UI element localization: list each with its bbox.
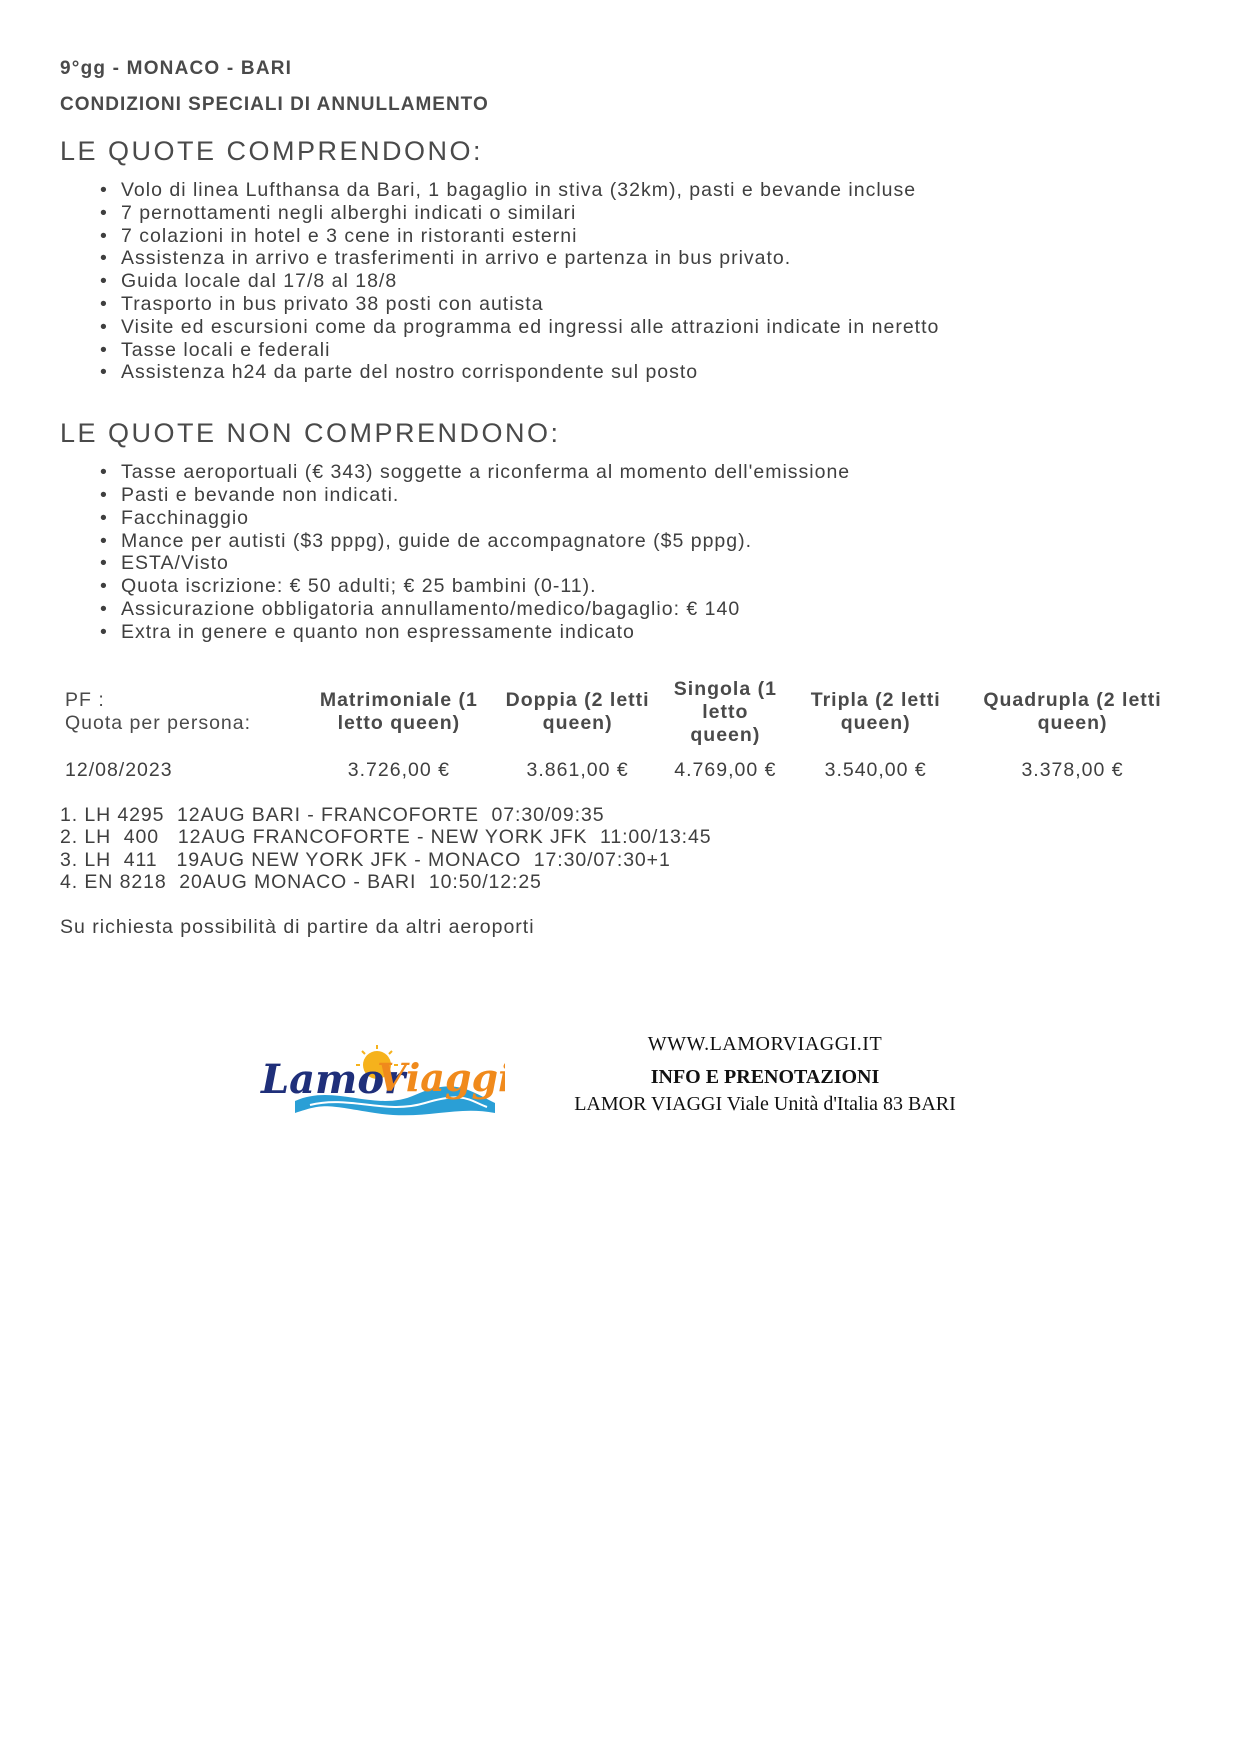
price-label-line2: Quota per persona: — [65, 712, 252, 735]
list-item: • Pasti e bevande non indicati. — [121, 484, 1180, 507]
document-page — [60, 58, 1180, 1115]
table-row — [60, 747, 1180, 782]
route-heading: 9°gg - MONACO - BARI — [60, 58, 293, 79]
flight-item: 4. EN 8218 20AUG MONACO - BARI 10:50/12:25 — [60, 871, 542, 894]
price-cell: 3.540,00 € — [824, 758, 927, 781]
column-header: Singola (1 letto queen) — [673, 677, 777, 746]
list-item: • Extra in genere e quanto non espressamente indicato — [121, 621, 1180, 644]
price-cell: 3.726,00 € — [347, 758, 450, 781]
column-header: Doppia (2 letti queen) — [505, 689, 650, 735]
agency-address: LAMOR VIAGGI Viale Unità d'Italia 83 BARI — [574, 1093, 956, 1115]
price-cell: 3.861,00 € — [526, 758, 629, 781]
list-item: • 7 pernottamenti negli alberghi indicati o similari — [121, 202, 1180, 225]
flight-item: 2. LH 400 12AUG FRANCOFORTE - NEW YORK JFK 11:00/13:45 — [60, 826, 712, 849]
logo-viaggi-text: Viaggi — [377, 1055, 505, 1100]
contact-block — [565, 1033, 965, 1116]
included-list — [60, 179, 1180, 384]
excluded-title: LE QUOTE NON COMPRENDONO: — [60, 418, 561, 449]
column-header: Tripla (2 letti queen) — [810, 689, 941, 735]
info-heading: INFO E PRENOTAZIONI — [650, 1066, 880, 1088]
list-item: • Volo di linea Lufthansa da Bari, 1 bagaglio in stiva (32km), pasti e bevande incluse — [121, 179, 1180, 202]
departure-note: Su richiesta possibilità di partire da altri aeroporti — [60, 915, 535, 938]
list-item: • Visite ed escursioni come da programma ed ingressi alle attrazioni indicate in neretto — [121, 316, 1180, 339]
price-label-cell — [60, 678, 307, 747]
flight-list — [60, 804, 1180, 894]
price-table — [60, 678, 1180, 782]
date-cell: 12/08/2023 — [65, 758, 173, 781]
column-header: Quadrupla (2 letti queen) — [983, 689, 1162, 735]
flight-item: 1. LH 4295 12AUG BARI - FRANCOFORTE 07:30/09:35 — [60, 803, 605, 826]
list-item: • Guida locale dal 17/8 al 18/8 — [121, 270, 1180, 293]
list-item: • Tasse locali e federali — [121, 339, 1180, 362]
list-item: • Assistenza h24 da parte del nostro corrispondente sul posto — [121, 361, 1180, 384]
footer — [60, 1033, 1180, 1143]
flight-item: 3. LH 411 19AUG NEW YORK JFK - MONACO 17:30/07:30+1 — [60, 848, 671, 871]
cancellation-heading: CONDIZIONI SPECIALI DI ANNULLAMENTO — [60, 94, 489, 115]
excluded-list — [60, 461, 1180, 643]
column-header: Matrimoniale (1 letto queen) — [319, 689, 478, 735]
list-item: • Assicurazione obbligatoria annullamento/medico/bagaglio: € 140 — [121, 598, 1180, 621]
list-item: • Quota iscrizione: € 50 adulti; € 25 bambini (0-11). — [121, 575, 1180, 598]
list-item: • Facchinaggio — [121, 507, 1180, 530]
price-cell: 3.378,00 € — [1021, 758, 1124, 781]
included-title: LE QUOTE COMPRENDONO: — [60, 136, 484, 166]
price-label-line1: PF : — [65, 689, 105, 712]
list-item: • Trasporto in bus privato 38 posti con autista — [121, 293, 1180, 316]
price-cell: 4.769,00 € — [674, 758, 777, 781]
list-item: • Mance per autisti ($3 pppg), guide de accompagnatore ($5 pppg). — [121, 530, 1180, 553]
list-item: • Tasse aeroportuali (€ 343) soggette a riconferma al momento dell'emissione — [121, 461, 1180, 484]
logo-lamor-text: Lamor — [261, 1056, 406, 1103]
table-header-row — [60, 678, 1180, 747]
lamor-viaggi-logo — [255, 1043, 505, 1123]
list-item: • 7 colazioni in hotel e 3 cene in ristoranti esterni — [121, 225, 1180, 248]
list-item: • Assistenza in arrivo e trasferimenti in arrivo e partenza in bus privato. — [121, 247, 1180, 270]
website-link[interactable]: WWW.LAMORVIAGGI.IT — [647, 1033, 883, 1055]
list-item: • ESTA/Visto — [121, 552, 1180, 575]
